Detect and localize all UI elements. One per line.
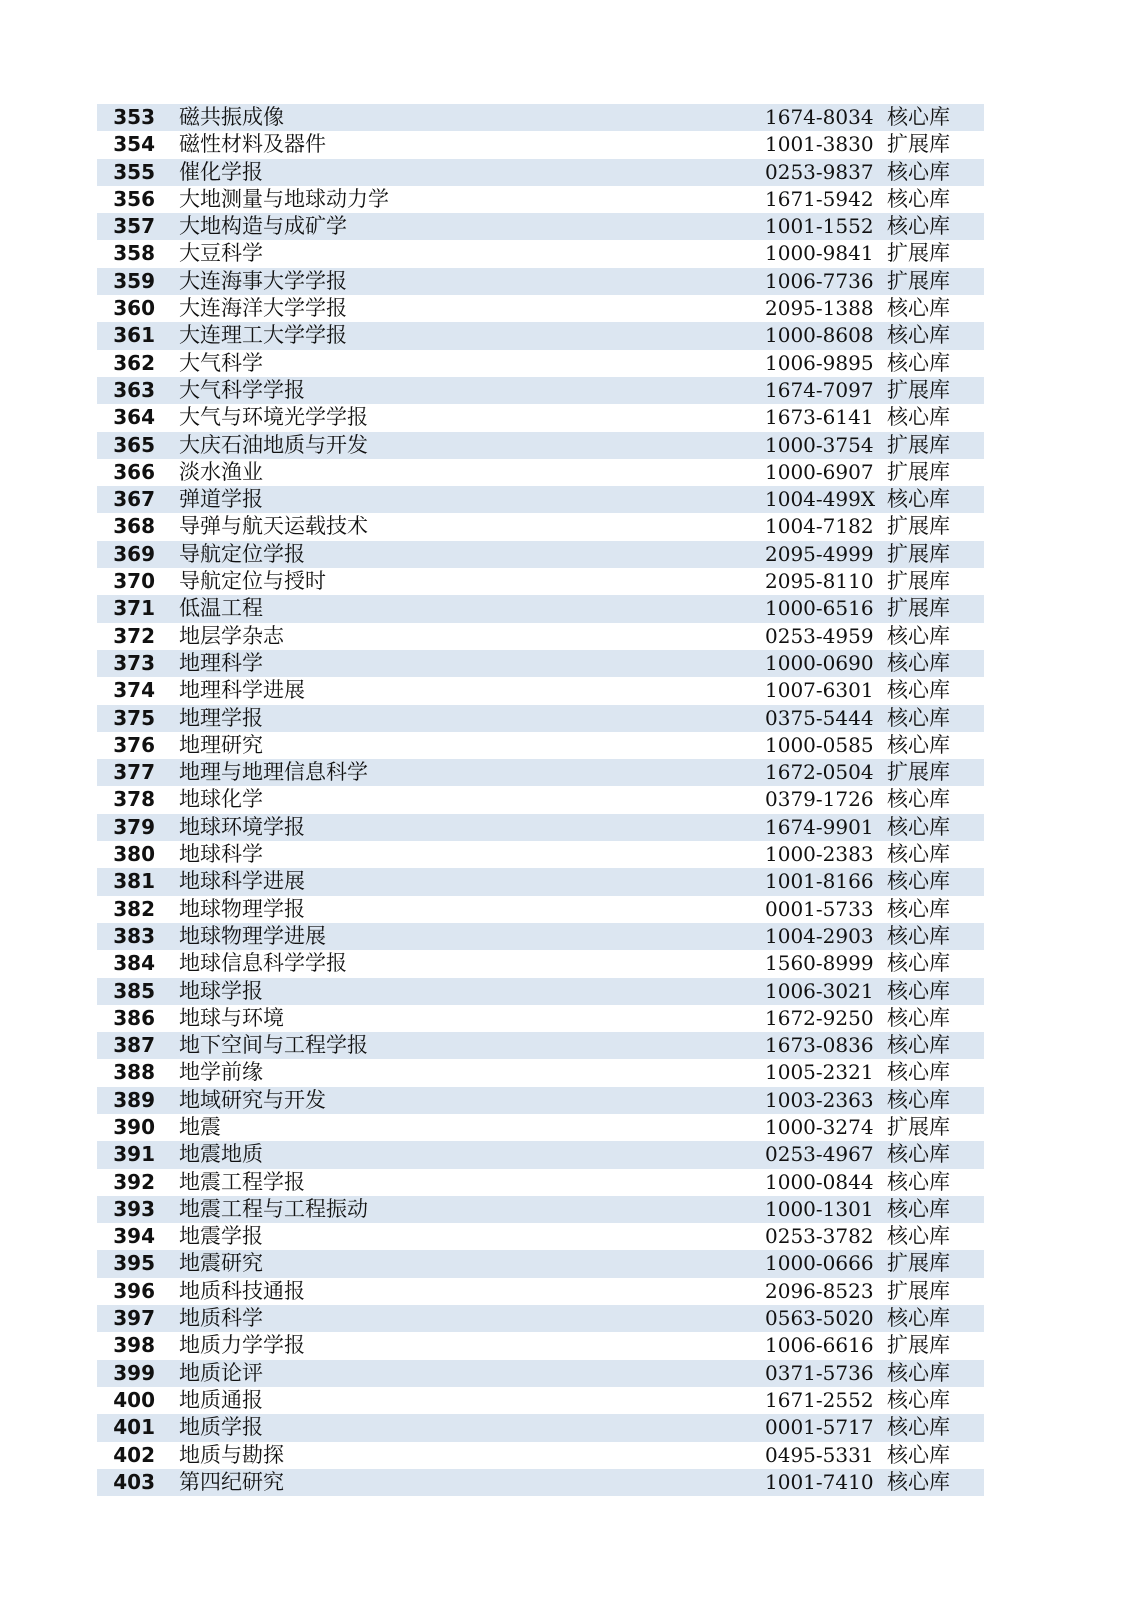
journal-name: 地球学报 (179, 978, 263, 1003)
table-row (97, 650, 984, 677)
library-category: 核心库 (887, 1469, 950, 1494)
library-category: 扩展库 (887, 1278, 950, 1303)
library-category: 核心库 (887, 296, 950, 321)
library-category: 核心库 (887, 951, 950, 976)
table-row (97, 1387, 984, 1414)
journal-name: 弹道学报 (179, 487, 263, 512)
issn-code: 0495-5331 (765, 1442, 874, 1467)
journal-name: 地下空间与工程学报 (179, 1033, 368, 1058)
journal-name: 导航定位学报 (179, 541, 305, 566)
row-number: 356 (113, 186, 155, 211)
journal-name: 大地构造与成矿学 (179, 214, 347, 239)
table-row (97, 868, 984, 895)
table-row (97, 377, 984, 404)
journal-name: 大豆科学 (179, 241, 263, 266)
row-number: 380 (113, 842, 155, 867)
table-row (97, 1141, 984, 1168)
issn-code: 2095-1388 (765, 296, 874, 321)
journal-name: 地球物理学进展 (179, 923, 326, 948)
table-row (97, 950, 984, 977)
journal-name: 地震学报 (179, 1224, 263, 1249)
library-category: 扩展库 (887, 459, 950, 484)
row-number: 358 (113, 241, 155, 266)
journal-name: 地质学报 (179, 1415, 263, 1440)
journal-list-table (97, 104, 984, 1496)
library-category: 核心库 (887, 159, 950, 184)
library-category: 核心库 (887, 814, 950, 839)
library-category: 核心库 (887, 1196, 950, 1221)
issn-code: 1005-2321 (765, 1060, 874, 1085)
row-number: 371 (113, 596, 155, 621)
journal-name: 大庆石油地质与开发 (179, 432, 368, 457)
library-category: 核心库 (887, 487, 950, 512)
issn-code: 0375-5444 (765, 705, 874, 730)
journal-name: 地学前缘 (179, 1060, 263, 1085)
journal-name: 低温工程 (179, 596, 263, 621)
library-category: 核心库 (887, 323, 950, 348)
row-number: 375 (113, 705, 155, 730)
library-category: 核心库 (887, 1060, 950, 1085)
issn-code: 1000-2383 (765, 842, 874, 867)
row-number: 374 (113, 678, 155, 703)
library-category: 核心库 (887, 1360, 950, 1385)
row-number: 384 (113, 951, 155, 976)
issn-code: 1004-2903 (765, 923, 874, 948)
journal-name: 地震工程学报 (179, 1169, 305, 1194)
table-row (97, 1442, 984, 1469)
library-category: 核心库 (887, 350, 950, 375)
library-category: 扩展库 (887, 569, 950, 594)
row-number: 353 (113, 105, 155, 129)
table-row (97, 513, 984, 540)
table-row (97, 541, 984, 568)
library-category: 核心库 (887, 1033, 950, 1058)
row-number: 368 (113, 514, 155, 539)
row-number: 378 (113, 787, 155, 812)
table-row (97, 1032, 984, 1059)
table-row (97, 268, 984, 295)
row-number: 366 (113, 459, 155, 484)
library-category: 核心库 (887, 705, 950, 730)
row-number: 376 (113, 732, 155, 757)
library-category: 核心库 (887, 1087, 950, 1112)
table-row (97, 486, 984, 513)
issn-code: 1000-3274 (765, 1114, 874, 1139)
journal-name: 大气与环境光学学报 (179, 405, 368, 430)
journal-name: 地域研究与开发 (179, 1087, 326, 1112)
row-number: 391 (113, 1142, 155, 1167)
journal-name: 地球与环境 (179, 1005, 284, 1030)
row-number: 394 (113, 1224, 155, 1249)
row-number: 383 (113, 923, 155, 948)
table-row (97, 1059, 984, 1086)
library-category: 扩展库 (887, 132, 950, 157)
table-row (97, 1469, 984, 1496)
table-row (97, 295, 984, 322)
library-category: 核心库 (887, 978, 950, 1003)
journal-name: 地理与地理信息科学 (179, 760, 368, 785)
library-category: 核心库 (887, 1442, 950, 1467)
row-number: 369 (113, 541, 155, 566)
row-number: 395 (113, 1251, 155, 1276)
issn-code: 1003-2363 (765, 1087, 874, 1112)
row-number: 388 (113, 1060, 155, 1085)
journal-name: 大地测量与地球动力学 (179, 186, 389, 211)
library-category: 核心库 (887, 787, 950, 812)
journal-name: 地球科学 (179, 842, 263, 867)
row-number: 355 (113, 159, 155, 184)
journal-name: 大连理工大学学报 (179, 323, 347, 348)
row-number: 365 (113, 432, 155, 457)
row-number: 377 (113, 760, 155, 785)
table-row (97, 623, 984, 650)
row-number: 398 (113, 1333, 155, 1358)
row-number: 386 (113, 1005, 155, 1030)
journal-name: 地质通报 (179, 1387, 263, 1412)
library-category: 核心库 (887, 405, 950, 430)
table-row (97, 732, 984, 759)
table-row (97, 841, 984, 868)
journal-name: 地球化学 (179, 787, 263, 812)
row-number: 385 (113, 978, 155, 1003)
table-row (97, 1087, 984, 1114)
table-row (97, 432, 984, 459)
table-row (97, 923, 984, 950)
issn-code: 1560-8999 (765, 951, 874, 976)
library-category: 扩展库 (887, 432, 950, 457)
journal-name: 大气科学 (179, 350, 263, 375)
journal-name: 导弹与航天运载技术 (179, 514, 368, 539)
journal-name: 大连海事大学学报 (179, 268, 347, 293)
row-number: 360 (113, 296, 155, 321)
issn-code: 0001-5717 (765, 1415, 874, 1440)
table-row (97, 677, 984, 704)
row-number: 373 (113, 650, 155, 675)
issn-code: 1004-499X (765, 487, 876, 512)
library-category: 扩展库 (887, 1251, 950, 1276)
library-category: 核心库 (887, 186, 950, 211)
library-category: 核心库 (887, 650, 950, 675)
issn-code: 1000-0690 (765, 650, 874, 675)
issn-code: 1006-7736 (765, 268, 874, 293)
issn-code: 1672-0504 (765, 760, 874, 785)
table-row (97, 240, 984, 267)
journal-name: 地震工程与工程振动 (179, 1196, 368, 1221)
table-row (97, 595, 984, 622)
row-number: 401 (113, 1415, 155, 1440)
issn-code: 1001-3830 (765, 132, 874, 157)
issn-code: 1000-3754 (765, 432, 874, 457)
issn-code: 1001-7410 (765, 1469, 874, 1494)
issn-code: 2095-8110 (765, 569, 874, 594)
library-category: 核心库 (887, 896, 950, 921)
journal-name: 催化学报 (179, 159, 263, 184)
issn-code: 1674-9901 (765, 814, 874, 839)
table-row (97, 1005, 984, 1032)
issn-code: 0563-5020 (765, 1306, 874, 1331)
issn-code: 1000-0666 (765, 1251, 874, 1276)
issn-code: 1000-6907 (765, 459, 874, 484)
issn-code: 2096-8523 (765, 1278, 874, 1303)
issn-code: 1674-7097 (765, 377, 874, 402)
library-category: 核心库 (887, 1224, 950, 1249)
table-row (97, 1223, 984, 1250)
issn-code: 1000-6516 (765, 596, 874, 621)
library-category: 核心库 (887, 1306, 950, 1331)
issn-code: 0253-3782 (765, 1224, 874, 1249)
library-category: 扩展库 (887, 541, 950, 566)
issn-code: 1006-6616 (765, 1333, 874, 1358)
table-row (97, 1196, 984, 1223)
journal-name: 地层学杂志 (179, 623, 284, 648)
library-category: 核心库 (887, 869, 950, 894)
table-row (97, 159, 984, 186)
journal-name: 地理研究 (179, 732, 263, 757)
issn-code: 1000-0844 (765, 1169, 874, 1194)
journal-name: 地质论评 (179, 1360, 263, 1385)
journal-name: 大连海洋大学学报 (179, 296, 347, 321)
table-row (97, 759, 984, 786)
table-row (97, 896, 984, 923)
table-row (97, 322, 984, 349)
issn-code: 0253-4967 (765, 1142, 874, 1167)
issn-code: 1000-0585 (765, 732, 874, 757)
issn-code: 1006-9895 (765, 350, 874, 375)
issn-code: 2095-4999 (765, 541, 874, 566)
library-category: 核心库 (887, 623, 950, 648)
journal-name: 导航定位与授时 (179, 569, 326, 594)
row-number: 362 (113, 350, 155, 375)
journal-name: 地震 (179, 1114, 221, 1139)
issn-code: 1007-6301 (765, 678, 874, 703)
table-row (97, 814, 984, 841)
library-category: 核心库 (887, 1387, 950, 1412)
row-number: 400 (113, 1387, 155, 1412)
table-row (97, 186, 984, 213)
journal-name: 地球科学进展 (179, 869, 305, 894)
row-number: 370 (113, 569, 155, 594)
issn-code: 1674-8034 (765, 105, 874, 129)
library-category: 扩展库 (887, 596, 950, 621)
library-category: 扩展库 (887, 514, 950, 539)
journal-name: 地质科技通报 (179, 1278, 305, 1303)
table-row (97, 1278, 984, 1305)
row-number: 361 (113, 323, 155, 348)
library-category: 扩展库 (887, 1333, 950, 1358)
table-row (97, 1169, 984, 1196)
table-row (97, 459, 984, 486)
library-category: 核心库 (887, 842, 950, 867)
table-row (97, 404, 984, 431)
issn-code: 0253-9837 (765, 159, 874, 184)
row-number: 382 (113, 896, 155, 921)
library-category: 核心库 (887, 214, 950, 239)
issn-code: 1673-0836 (765, 1033, 874, 1058)
table-row (97, 1250, 984, 1277)
journal-name: 地理科学 (179, 650, 263, 675)
journal-name: 磁性材料及器件 (179, 132, 326, 157)
issn-code: 1004-7182 (765, 514, 874, 539)
issn-code: 1001-8166 (765, 869, 874, 894)
table-row (97, 213, 984, 240)
table-row (97, 1332, 984, 1359)
issn-code: 0253-4959 (765, 623, 874, 648)
table-row (97, 104, 984, 131)
library-category: 扩展库 (887, 760, 950, 785)
row-number: 387 (113, 1033, 155, 1058)
library-category: 扩展库 (887, 241, 950, 266)
journal-name: 地质力学学报 (179, 1333, 305, 1358)
table-row (97, 1114, 984, 1141)
row-number: 390 (113, 1114, 155, 1139)
row-number: 363 (113, 377, 155, 402)
table-row (97, 1360, 984, 1387)
table-row (97, 1414, 984, 1441)
row-number: 396 (113, 1278, 155, 1303)
library-category: 核心库 (887, 923, 950, 948)
issn-code: 0371-5736 (765, 1360, 874, 1385)
row-number: 399 (113, 1360, 155, 1385)
row-number: 397 (113, 1306, 155, 1331)
journal-name: 地质与勘探 (179, 1442, 284, 1467)
journal-name: 磁共振成像 (179, 105, 284, 129)
journal-name: 地球物理学报 (179, 896, 305, 921)
library-category: 核心库 (887, 732, 950, 757)
journal-name: 第四纪研究 (179, 1469, 284, 1494)
journal-name: 地球环境学报 (179, 814, 305, 839)
table-row (97, 705, 984, 732)
issn-code: 1671-5942 (765, 186, 874, 211)
issn-code: 1006-3021 (765, 978, 874, 1003)
table-row (97, 131, 984, 158)
journal-name: 地震地质 (179, 1142, 263, 1167)
issn-code: 1000-8608 (765, 323, 874, 348)
issn-code: 1000-9841 (765, 241, 874, 266)
issn-code: 1001-1552 (765, 214, 874, 239)
row-number: 357 (113, 214, 155, 239)
library-category: 扩展库 (887, 268, 950, 293)
table-row (97, 350, 984, 377)
library-category: 扩展库 (887, 377, 950, 402)
library-category: 核心库 (887, 1169, 950, 1194)
library-category: 核心库 (887, 1415, 950, 1440)
table-row (97, 1305, 984, 1332)
row-number: 393 (113, 1196, 155, 1221)
row-number: 354 (113, 132, 155, 157)
library-category: 核心库 (887, 105, 950, 129)
journal-name: 淡水渔业 (179, 459, 263, 484)
journal-name: 地理科学进展 (179, 678, 305, 703)
row-number: 364 (113, 405, 155, 430)
issn-code: 1672-9250 (765, 1005, 874, 1030)
issn-code: 0379-1726 (765, 787, 874, 812)
library-category: 核心库 (887, 1005, 950, 1030)
issn-code: 1000-1301 (765, 1196, 874, 1221)
row-number: 402 (113, 1442, 155, 1467)
row-number: 392 (113, 1169, 155, 1194)
row-number: 381 (113, 869, 155, 894)
table-row (97, 978, 984, 1005)
library-category: 核心库 (887, 1142, 950, 1167)
journal-name: 地震研究 (179, 1251, 263, 1276)
row-number: 367 (113, 487, 155, 512)
journal-name: 地质科学 (179, 1306, 263, 1331)
row-number: 403 (113, 1469, 155, 1494)
journal-name: 大气科学学报 (179, 377, 305, 402)
issn-code: 1671-2552 (765, 1387, 874, 1412)
issn-code: 1673-6141 (765, 405, 874, 430)
table-row (97, 786, 984, 813)
row-number: 389 (113, 1087, 155, 1112)
journal-name: 地理学报 (179, 705, 263, 730)
library-category: 核心库 (887, 678, 950, 703)
row-number: 372 (113, 623, 155, 648)
journal-name: 地球信息科学学报 (179, 951, 347, 976)
row-number: 379 (113, 814, 155, 839)
row-number: 359 (113, 268, 155, 293)
library-category: 扩展库 (887, 1114, 950, 1139)
table-row (97, 568, 984, 595)
issn-code: 0001-5733 (765, 896, 874, 921)
